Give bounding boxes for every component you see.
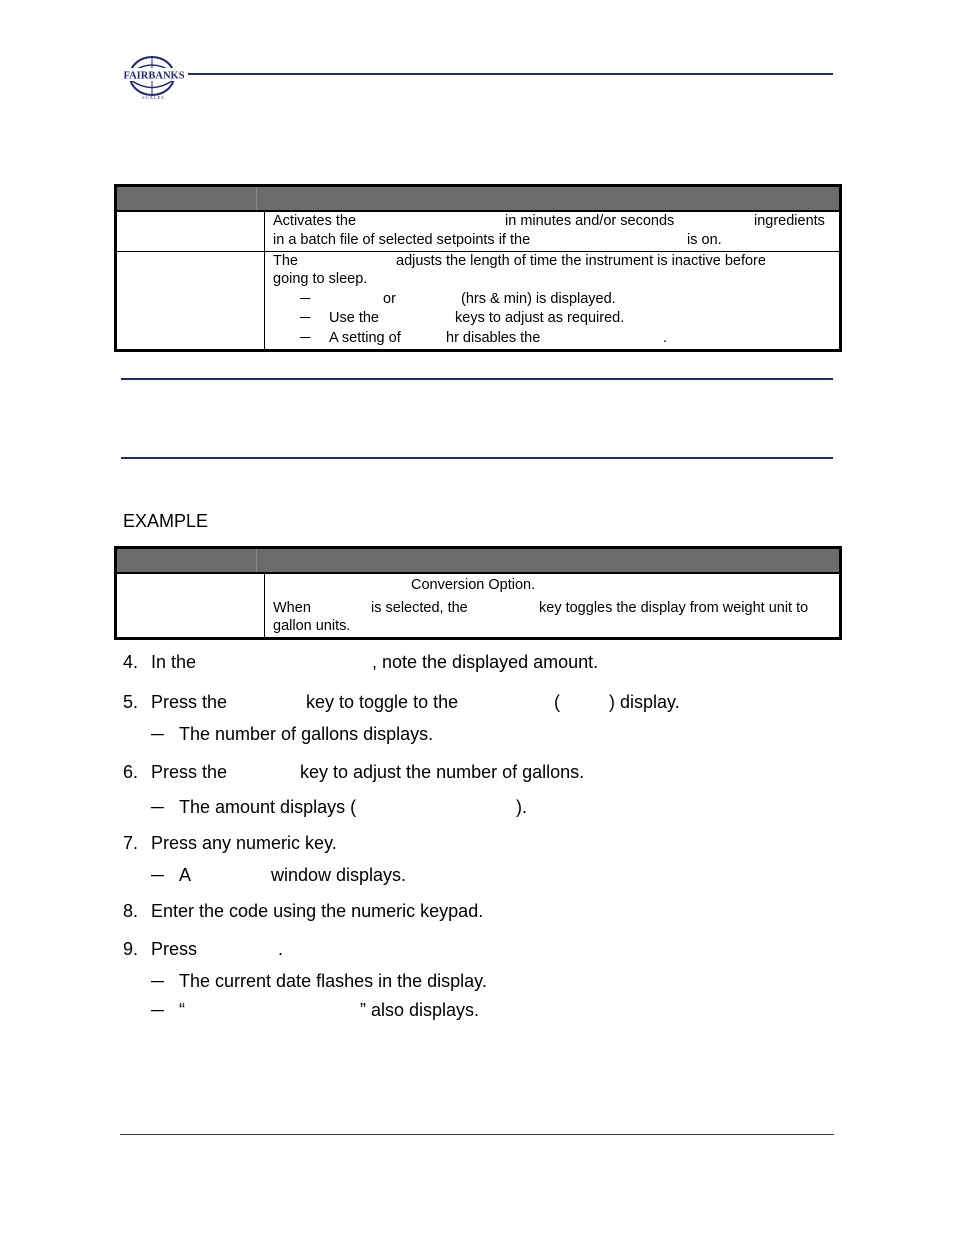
cell-text: in a batch file of selected setpoints if the [273,232,531,248]
cell-text: is selected, the [371,600,468,616]
step-subtext: window displays. [271,865,407,885]
step-text: Press the [151,692,228,712]
table-header-row [117,549,839,573]
note-rule-bottom [121,457,833,459]
step-number: 5. [123,692,139,712]
step-text: Press [151,939,198,959]
step-subtext: The number of gallons displays. [179,724,434,744]
step-number: 7. [123,833,139,853]
dash-bullet: ─ [300,291,311,307]
note-rule-top [121,378,833,380]
cell-text: ingredients [754,213,825,229]
logo-text: FAIRBANKS [124,70,185,82]
logo-subtext: S C A L E S [142,95,164,100]
fairbanks-logo [124,54,186,100]
cell-text: Activates the [273,213,357,229]
step-text: key to toggle to the [306,692,459,712]
dash-bullet: ─ [151,1000,164,1020]
dash-bullet: ─ [151,865,164,885]
step-text: key to adjust the number of gallons. [300,762,585,782]
step-subtext: A [179,865,192,885]
step-text: Enter the code using the numeric keypad. [151,901,484,921]
parameter-table [114,184,842,352]
table-cell-description [265,574,839,637]
cell-text: hr disables the [446,330,541,346]
step-text: , note the displayed amount. [372,652,599,672]
step-subtext: The amount displays ( [179,797,357,817]
cell-text: in minutes and/or seconds [505,213,675,229]
table-cell-parameter [117,574,265,637]
cell-text: going to sleep. [273,271,368,287]
step-number: 8. [123,901,139,921]
step-number: 4. [123,652,139,672]
table-cell-parameter [117,212,265,251]
step-text: Press the [151,762,228,782]
cell-text: adjusts the length of time the instrument is inactive before [396,253,766,269]
step-text: ( [554,692,560,712]
table-cell-description [265,252,839,349]
step-subtext: “ [179,1000,185,1020]
cell-text: is on. [687,232,722,248]
step-text: In the [151,652,197,672]
step-number: 9. [123,939,139,959]
dash-bullet: ─ [151,971,164,991]
table-row [117,251,839,349]
step-subtext: ). [516,797,527,817]
fairbanks-logo-icon [124,54,186,100]
dash-bullet: ─ [300,310,311,326]
example-label: EXAMPLE [123,511,209,531]
table-row [117,573,839,637]
example-table [114,546,842,640]
cell-text: key toggles the display from weight unit to [539,600,809,616]
footer-rule [120,1134,834,1135]
cell-text: Use the [329,310,379,326]
step-text: . [278,939,284,959]
cell-text: The [273,253,298,269]
table-cell-description [265,212,839,251]
header-rule [188,73,833,75]
step-subtext: ” also displays. [360,1000,480,1020]
cell-text: (hrs & min) is displayed. [461,291,616,307]
cell-text: keys to adjust as required. [455,310,625,326]
dash-bullet: ─ [151,797,164,817]
table-cell-parameter [117,252,265,349]
cell-text: gallon units. [273,618,351,634]
cell-text: When [273,600,311,616]
dash-bullet: ─ [300,330,311,346]
cell-text: . [663,330,668,346]
table-row [117,211,839,251]
cell-text: or [383,291,396,307]
dash-bullet: ─ [151,724,164,744]
cell-text: A setting of [329,330,401,346]
step-subtext: The current date flashes in the display. [179,971,487,991]
cell-text: Conversion Option. [411,577,536,593]
step-number: 6. [123,762,139,782]
table-header-row [117,187,839,211]
step-text: ) display. [609,692,680,712]
step-text: Press any numeric key. [151,833,337,853]
